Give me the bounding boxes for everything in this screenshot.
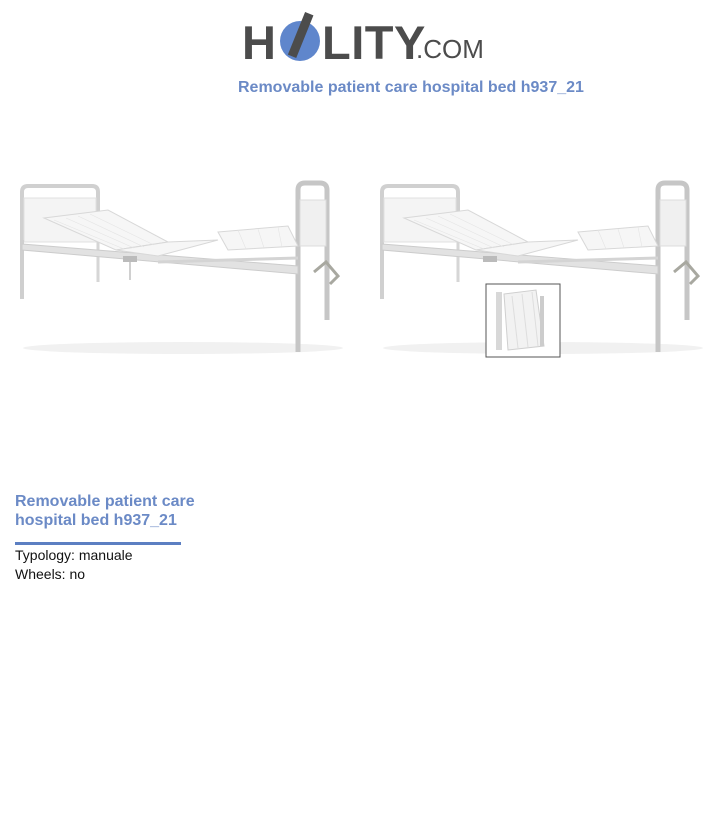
hospital-bed-with-folded-inset-image <box>368 170 713 365</box>
logo-text-h: H <box>242 16 277 68</box>
spec-value: manuale <box>78 547 133 563</box>
spec-value: no <box>69 566 86 582</box>
folded-bed-inset <box>486 284 560 357</box>
holity-logo <box>240 10 485 68</box>
logo-suffix: .COM <box>416 34 484 64</box>
hospital-bed-image <box>8 170 353 365</box>
spec-row-typology <box>15 546 133 565</box>
title-divider <box>15 542 181 545</box>
logo-o-icon <box>280 12 320 61</box>
page-title: Removable patient care hospital bed h937_21 <box>238 79 584 96</box>
product-specs <box>15 546 133 584</box>
logo-text-lity: LITY <box>322 16 426 68</box>
product-title: Removable patient care hospital bed h937_21 <box>15 493 195 529</box>
spec-label: Typology: <box>15 547 75 563</box>
spec-label: Wheels: <box>15 566 66 582</box>
spec-row-wheels <box>15 565 133 584</box>
